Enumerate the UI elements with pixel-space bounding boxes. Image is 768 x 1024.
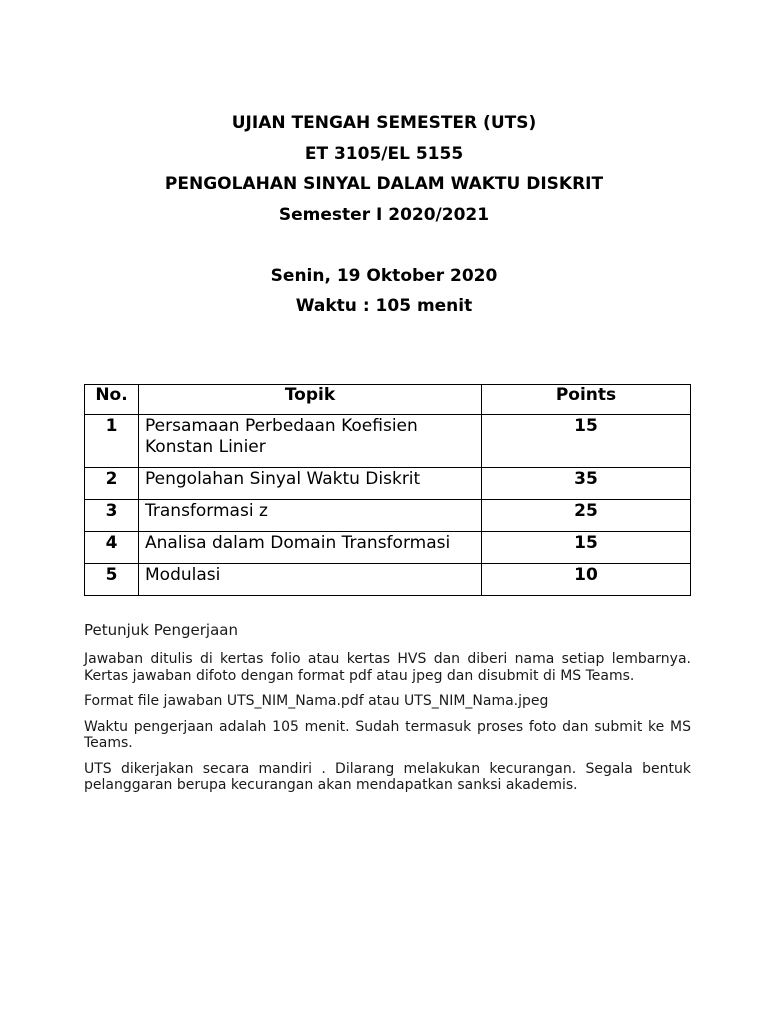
table-row	[85, 500, 691, 532]
row-topic: Transformasi z	[139, 500, 482, 532]
table-row	[85, 468, 691, 500]
table-header-row	[85, 385, 691, 415]
instruction-paragraph: Waktu pengerjaan adalah 105 menit. Sudah termasuk proses foto dan submit ke MS Teams.	[84, 718, 691, 751]
row-points: 25	[482, 500, 691, 532]
instructions-title: Petunjuk Pengerjaan	[84, 621, 238, 639]
exam-duration: Waktu : 105 menit	[295, 296, 473, 316]
row-topic: Persamaan Perbedaan Koefisien Konstan Linier	[139, 415, 482, 468]
instruction-paragraph: Jawaban ditulis di kertas folio atau kertas HVS dan diberi nama setiap lembarnya. Kertas jawaban difoto dengan format pdf atau jpeg dan disubmit di MS Teams.	[84, 651, 691, 684]
table-row	[85, 532, 691, 564]
course-name: PENGOLAHAN SINYAL DALAM WAKTU DISKRIT	[164, 174, 604, 194]
header-spacer	[0, 230, 768, 261]
row-points: 35	[482, 468, 691, 500]
instruction-paragraph: UTS dikerjakan secara mandiri . Dilarang melakukan kecurangan. Segala bentuk pelanggaran berupa kecurangan akan mendapatkan sanksi akademis.	[84, 760, 691, 793]
row-topic: Pengolahan Sinyal Waktu Diskrit	[139, 468, 482, 500]
column-header-no: No.	[85, 385, 139, 415]
row-points: 10	[482, 564, 691, 596]
table-row	[85, 564, 691, 596]
row-topic: Analisa dalam Domain Transformasi	[139, 532, 482, 564]
exam-date: Senin, 19 Oktober 2020	[270, 265, 498, 286]
row-points: 15	[482, 532, 691, 564]
exam-title: UJIAN TENGAH SEMESTER (UTS)	[231, 113, 537, 133]
instructions-section	[84, 619, 691, 803]
course-code: ET 3105/EL 5155	[304, 143, 464, 164]
row-points: 15	[482, 415, 691, 468]
column-header-points: Points	[482, 385, 691, 415]
row-number: 4	[85, 532, 139, 564]
row-number: 2	[85, 468, 139, 500]
topics-table	[84, 384, 691, 596]
row-number: 1	[85, 415, 139, 468]
semester: Semester I 2020/2021	[278, 204, 490, 225]
instruction-paragraph: Format file jawaban UTS_NIM_Nama.pdf atau UTS_NIM_Nama.jpeg	[84, 693, 549, 709]
table-row	[85, 415, 691, 468]
row-number: 5	[85, 564, 139, 596]
column-header-topik: Topik	[139, 385, 482, 415]
row-number: 3	[85, 500, 139, 532]
row-topic: Modulasi	[139, 564, 482, 596]
exam-header	[0, 108, 768, 322]
